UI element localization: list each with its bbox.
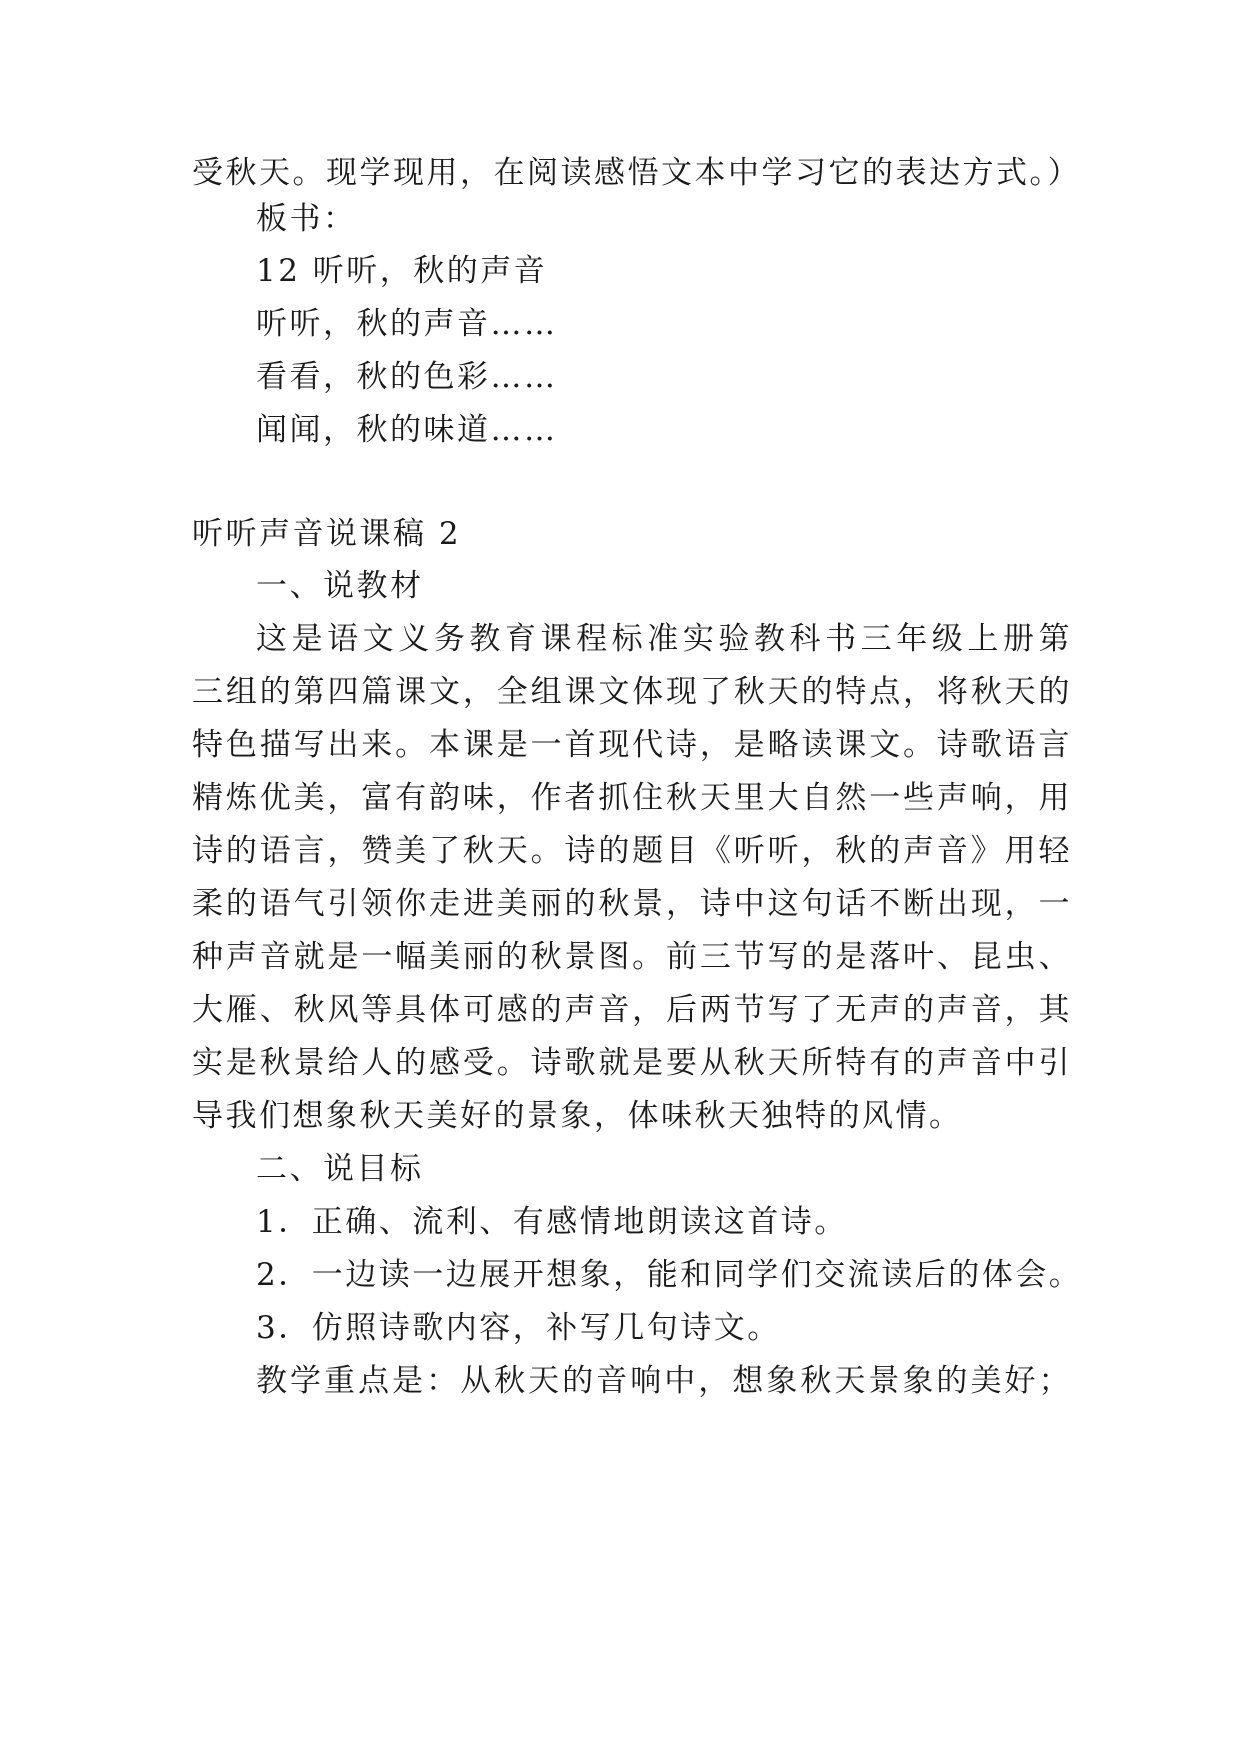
board-line-listen: 听听，秋的声音…… [256, 306, 558, 342]
paragraph-line: 种声音就是一幅美丽的秋景图。前三节写的是落叶、昆虫、 [192, 939, 1072, 975]
section-title: 听听声音说课稿 2 [192, 516, 462, 552]
paragraph-line: 导我们想象秋天美好的景象，体味秋天独特的风情。 [192, 1098, 963, 1134]
paragraph-line: 精炼优美，富有韵味，作者抓住秋天里大自然一些声响，用 [192, 780, 1072, 816]
heading-teaching-material: 一、说教材 [256, 568, 424, 604]
goal-item: 3．仿照诗歌内容，补写几句诗文。 [256, 1310, 781, 1346]
board-line-smell: 闻闻，秋的味道…… [256, 412, 558, 448]
goal-item: 2．一边读一边展开想象，能和同学们交流读后的体会。 [256, 1257, 1083, 1293]
board-label: 板书： [256, 201, 357, 237]
paragraph-line: 特色描写出来。本课是一首现代诗，是略读课文。诗歌语言 [192, 727, 1072, 763]
continued-line: 受秋天。现学现用，在阅读感悟文本中学习它的表达方式。） [192, 155, 1081, 191]
paragraph-line: 这是语文义务教育课程标准实验教科书三年级上册第 [256, 621, 1072, 657]
paragraph-line: 实是秋景给人的感受。诗歌就是要从秋天所特有的声音中引 [192, 1045, 1072, 1081]
paragraph-line: 大雁、秋风等具体可感的声音，后两节写了无声的声音，其 [192, 992, 1072, 1028]
paragraph-line: 诗的语言，赞美了秋天。诗的题目《听听，秋的声音》用轻 [192, 833, 1072, 869]
paragraph-line: 三组的第四篇课文，全组课文体现了秋天的特点，将秋天的 [192, 674, 1072, 710]
teaching-focus: 教学重点是：从秋天的音响中，想象秋天景象的美好； [256, 1363, 1072, 1399]
paragraph-line: 柔的语气引领你走进美丽的秋景，诗中这句话不断出现，一 [192, 886, 1072, 922]
board-line-look: 看看，秋的色彩…… [256, 359, 558, 395]
board-title: 12 听听，秋的声音 [256, 253, 548, 289]
heading-goals: 二、说目标 [256, 1151, 424, 1187]
goal-item: 1．正确、流利、有感情地朗读这首诗。 [256, 1204, 848, 1240]
